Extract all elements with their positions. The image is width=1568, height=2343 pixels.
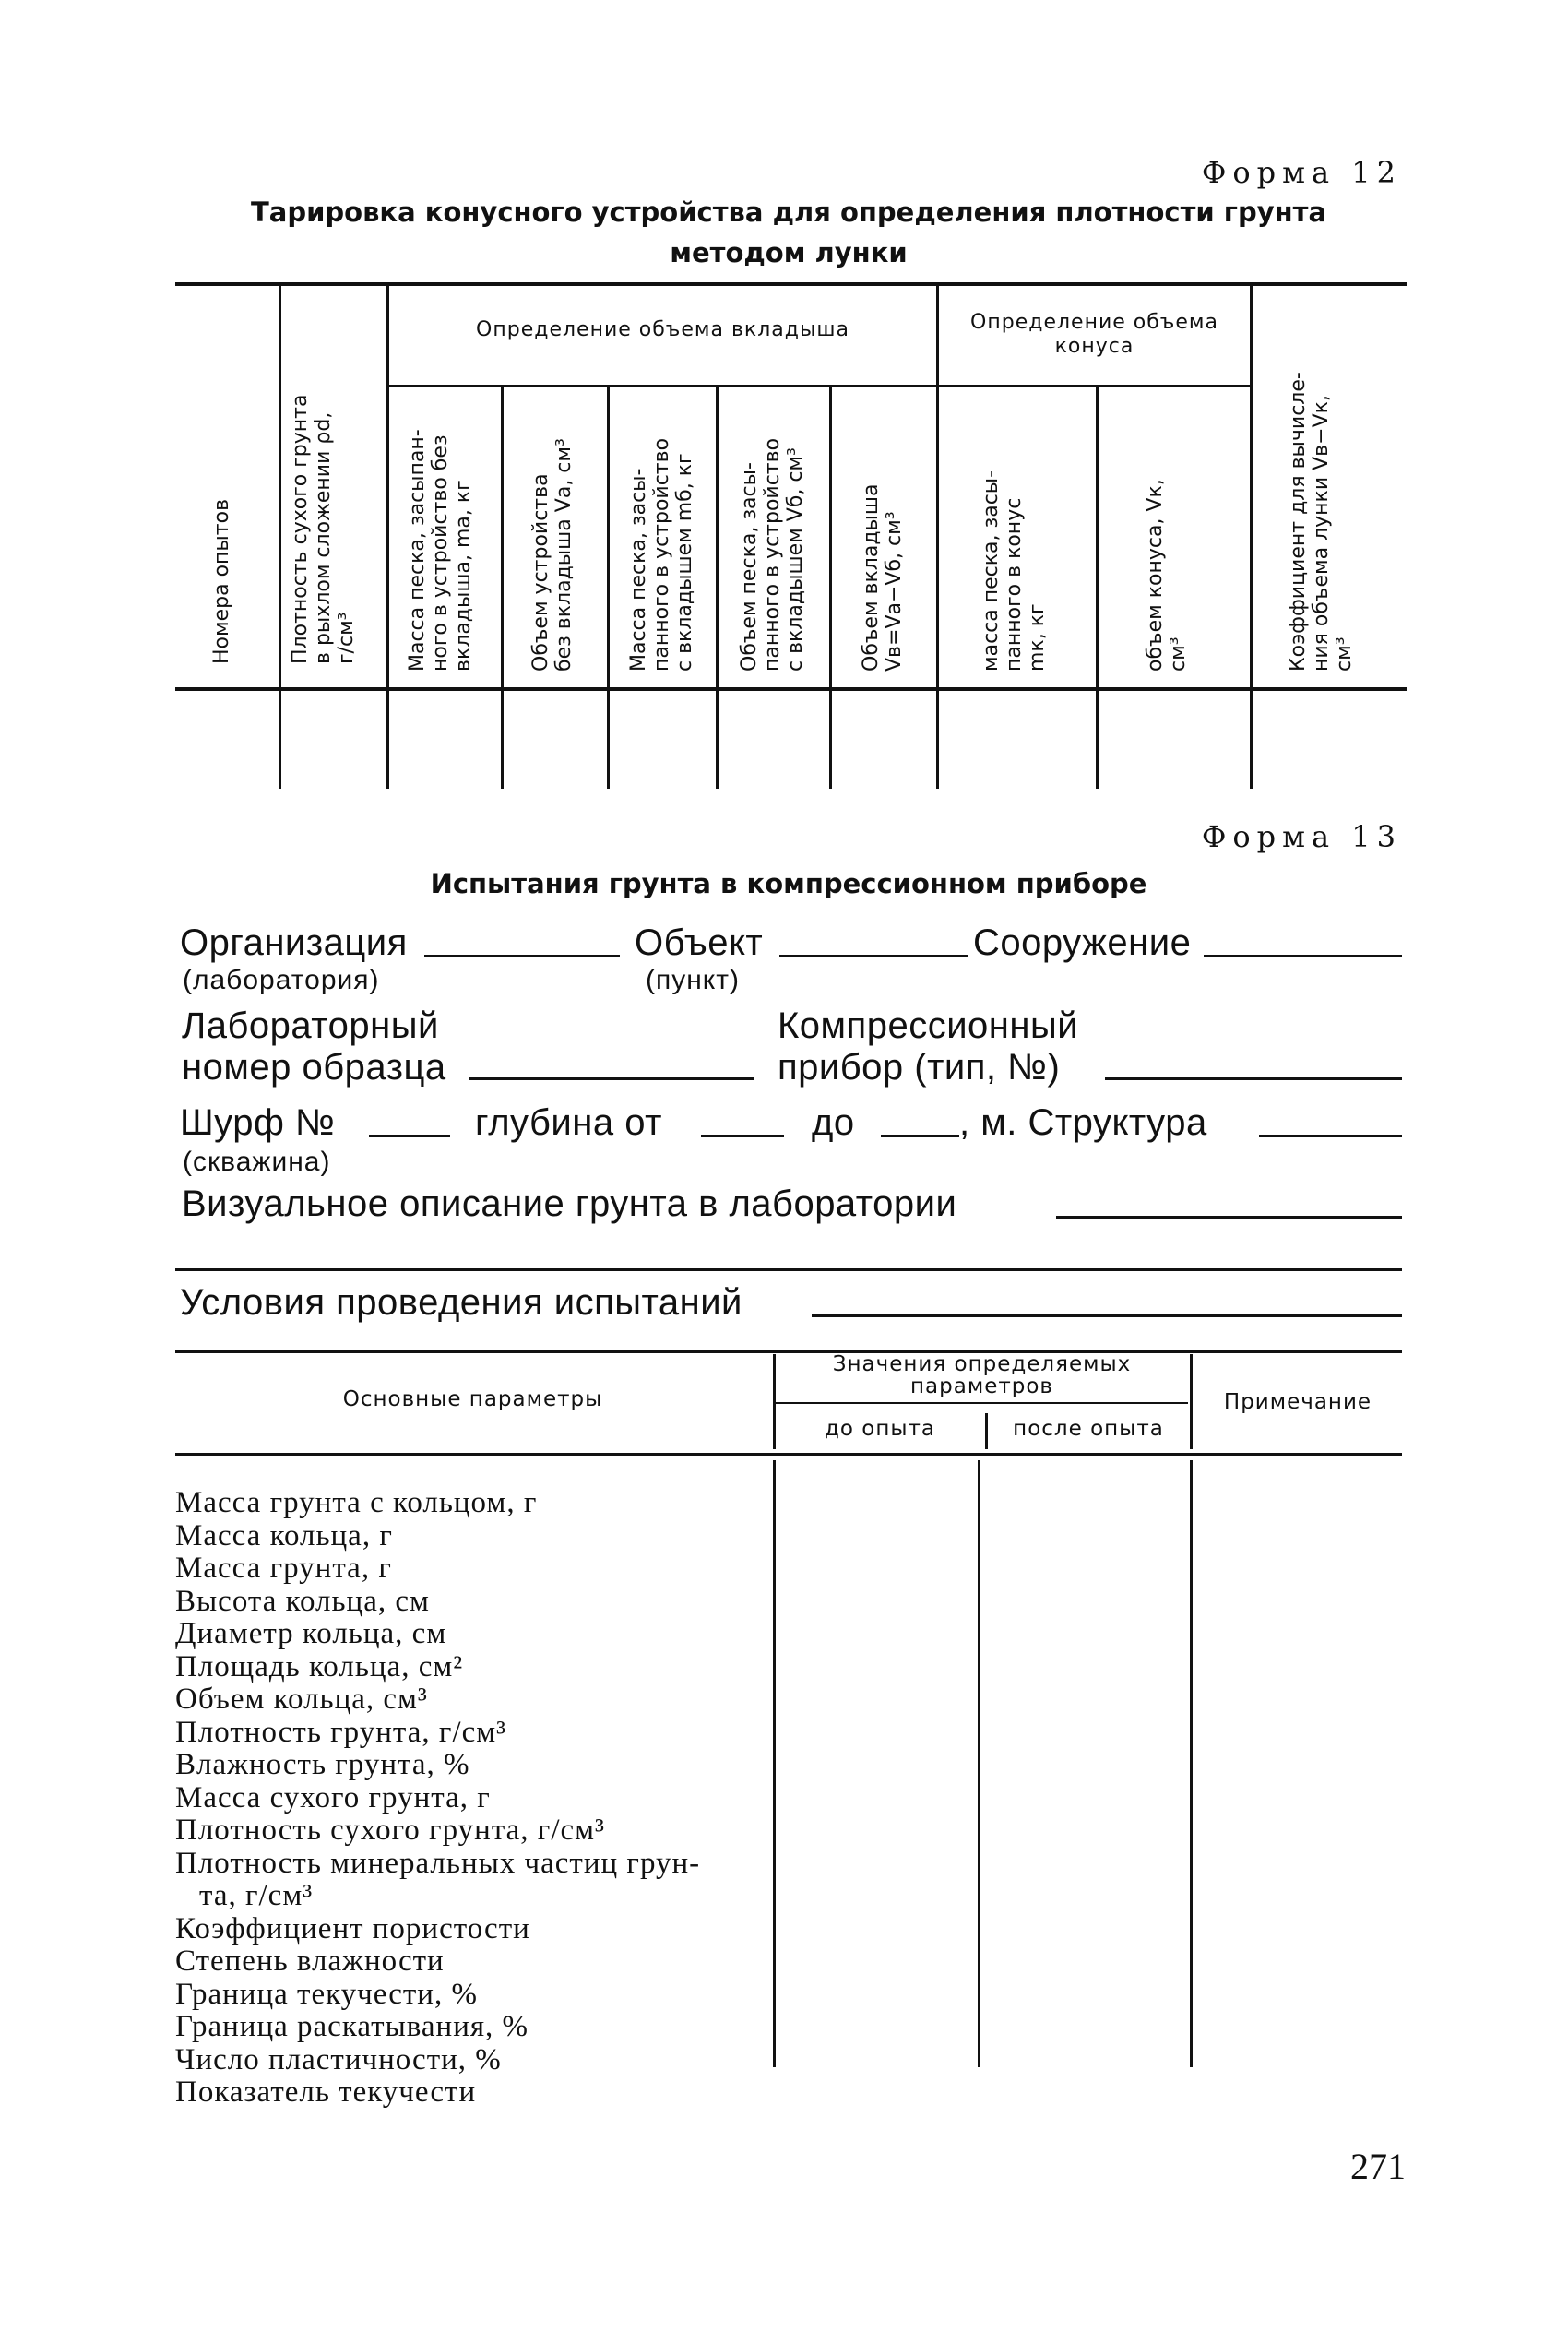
list-item: Масса грунта с кольцом, г bbox=[175, 1486, 538, 1519]
description-continuation-line bbox=[175, 1268, 1402, 1271]
pit-sublabel: (скважина) bbox=[183, 1147, 331, 1177]
compression-device-label-line2: прибор (тип, №) bbox=[778, 1047, 1061, 1088]
pit-label: Шурф № bbox=[180, 1102, 336, 1143]
col-header-sand-mass-with-insert: Масса песка, засы- панного в устройство с вкладышем mб, кг bbox=[627, 437, 696, 672]
col-header-cone-sand-mass: масса песка, засы- панного в конус mк, кг bbox=[980, 470, 1049, 672]
col-header-after-test: после опыта bbox=[1013, 1417, 1164, 1441]
col-header-insert-volume: Объем вкладыша Vв=Vа−Vб, см³ bbox=[860, 483, 906, 672]
group-cone-volume-line2: конуса bbox=[1054, 335, 1134, 358]
col-header-values-line1: Значения определяемых bbox=[832, 1352, 1132, 1376]
test-conditions-label: Условия проведения испытаний bbox=[180, 1282, 742, 1323]
compression-device-field[interactable] bbox=[1105, 1077, 1402, 1080]
list-item: Масса сухого грунта, г bbox=[175, 1780, 491, 1814]
list-item: Диаметр кольца, см bbox=[175, 1617, 447, 1650]
list-item: та, г/см³ bbox=[199, 1879, 314, 1912]
col-divider bbox=[936, 286, 939, 789]
depth-from-label: глубина от bbox=[475, 1102, 662, 1143]
lab-number-label-line2: номер образца bbox=[182, 1047, 446, 1088]
col-divider bbox=[829, 387, 832, 789]
visual-description-label: Визуальное описание грунта в лаборатории bbox=[182, 1183, 957, 1224]
header-bottom-rule bbox=[175, 687, 1407, 691]
col-divider bbox=[773, 1460, 776, 2067]
organization-sublabel: (лаборатория) bbox=[183, 965, 380, 995]
col-divider bbox=[1096, 387, 1099, 789]
col-divider bbox=[1190, 1354, 1193, 1449]
col-divider bbox=[978, 1460, 980, 2067]
list-item: Граница текучести, % bbox=[175, 1977, 478, 2011]
col-header-sand-mass-no-insert: Масса песка, засыпан- ного в устройство без вкладыша, mа, кг bbox=[406, 429, 475, 672]
col-header-device-volume: Объем устройства без вкладыша Vа, см³ bbox=[529, 438, 576, 672]
form-12-title-line2: методом лунки bbox=[670, 237, 908, 268]
list-item: Высота кольца, см bbox=[175, 1584, 430, 1618]
form-13-label: Форма 13 bbox=[1201, 819, 1402, 854]
object-label: Объект bbox=[635, 922, 764, 963]
depth-to-label: до bbox=[812, 1102, 855, 1143]
list-item: Плотность минеральных частиц грун- bbox=[175, 1846, 701, 1880]
group-insert-volume: Определение объема вкладыша bbox=[476, 318, 849, 341]
page-number: 271 bbox=[1350, 2146, 1406, 2187]
organization-field[interactable] bbox=[424, 955, 620, 957]
soil-structure-field[interactable] bbox=[1259, 1135, 1402, 1137]
col-divider bbox=[1250, 286, 1253, 789]
structure-soil-label: , м. Структура bbox=[959, 1102, 1207, 1143]
col-header-cone-volume: объем конуса, Vк, см³ bbox=[1144, 479, 1190, 672]
header-bottom-rule bbox=[175, 1453, 1402, 1456]
structure-label: Сооружение bbox=[973, 922, 1192, 963]
depth-from-field[interactable] bbox=[701, 1135, 784, 1137]
group-cone-volume-line1: Определение объема bbox=[970, 311, 1218, 334]
col-header-sand-volume-with-insert: Объем песка, засы- панного в устройство с вкладышем Vб, см³ bbox=[738, 437, 807, 672]
organization-label: Организация bbox=[180, 922, 408, 963]
visual-description-field[interactable] bbox=[1056, 1216, 1402, 1219]
form-12-title-line1: Тарировка конусного устройства для определения плотности грунта bbox=[250, 196, 1327, 228]
list-item: Число пластичности, % bbox=[175, 2042, 502, 2076]
lab-number-field[interactable] bbox=[469, 1077, 754, 1080]
list-item: Влажность грунта, % bbox=[175, 1748, 470, 1781]
list-item: Степень влажности bbox=[175, 1945, 445, 1978]
col-header-main-params: Основные параметры bbox=[342, 1387, 603, 1411]
col-divider bbox=[773, 1354, 776, 1449]
list-item: Масса кольца, г bbox=[175, 1518, 393, 1552]
values-group-rule bbox=[773, 1402, 1188, 1404]
col-header-test-number: Номера опытов bbox=[210, 498, 233, 664]
compression-device-label-line1: Компрессионный bbox=[778, 1005, 1079, 1046]
col-divider bbox=[501, 387, 504, 789]
col-divider bbox=[716, 387, 719, 789]
col-header-before-test: до опыта bbox=[824, 1417, 936, 1441]
col-divider bbox=[386, 286, 389, 789]
form-12-label: Форма 12 bbox=[1201, 155, 1402, 190]
list-item: Масса грунта, г bbox=[175, 1552, 392, 1585]
group-rule bbox=[387, 385, 1253, 387]
lab-number-label-line1: Лабораторный bbox=[182, 1005, 439, 1046]
col-header-values-line2: параметров bbox=[910, 1374, 1053, 1398]
col-header-dry-density: Плотность сухого грунта в рыхлом сложении ρd, г/см³ bbox=[289, 394, 358, 664]
list-item: Показатель текучести bbox=[175, 2075, 477, 2109]
parameter-list bbox=[175, 1487, 700, 2110]
form-13-title: Испытания грунта в компрессионном приборе bbox=[430, 868, 1147, 899]
list-item: Объем кольца, см³ bbox=[175, 1683, 428, 1716]
col-divider bbox=[1190, 1460, 1193, 2067]
list-item: Граница раскатывания, % bbox=[175, 2010, 529, 2043]
col-divider bbox=[279, 286, 281, 789]
list-item: Площадь кольца, см² bbox=[175, 1649, 464, 1683]
col-divider bbox=[607, 387, 610, 789]
list-item: Плотность грунта, г/см³ bbox=[175, 1715, 506, 1749]
col-header-note: Примечание bbox=[1223, 1390, 1372, 1414]
structure-field[interactable] bbox=[1204, 955, 1402, 957]
col-header-hole-coefficient: Коэффициент для вычисле- ния объема лунки Vв−Vк, см³ bbox=[1287, 372, 1356, 672]
test-conditions-field[interactable] bbox=[812, 1314, 1402, 1317]
object-sublabel: (пункт) bbox=[646, 965, 740, 995]
pit-field[interactable] bbox=[369, 1135, 450, 1137]
list-item: Плотность сухого грунта, г/см³ bbox=[175, 1814, 605, 1847]
depth-to-field[interactable] bbox=[881, 1135, 959, 1137]
col-divider bbox=[985, 1413, 988, 1449]
table-top-rule bbox=[175, 282, 1407, 286]
list-item: Коэффициент пористости bbox=[175, 1911, 530, 1945]
object-field[interactable] bbox=[779, 955, 968, 957]
